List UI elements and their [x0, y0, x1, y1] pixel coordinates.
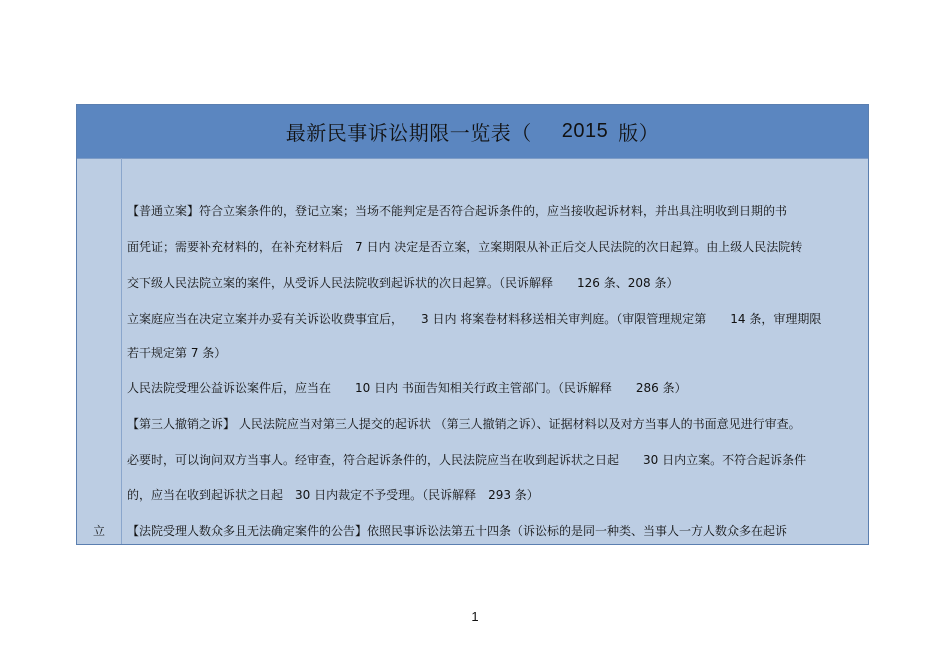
- table-title-year: 2015: [561, 120, 609, 142]
- content-line: 【法院受理人数众多且无法确定案件的公告】依照民事诉讼法第五十四条（诉讼标的是同一种类、当事人一方人数众多在起诉: [127, 524, 788, 538]
- content-line: 交下级人民法院立案的案件，从受诉人民法院收到起诉状的次日起算。（民诉解释 126 条、208 条）: [127, 276, 679, 290]
- table-title-row: [77, 105, 868, 159]
- content-line: 面凭证；需要补充材料的，在补充材料后 7 日内 决定是否立案，立案期限从补正后交人民法院的次日起算。由上级人民法院转: [127, 240, 803, 254]
- page-number: 1: [471, 609, 479, 624]
- content-line: 必要时，可以询问双方当事人。经审查，符合起诉条件的，人民法院应当在收到起诉状之日起 30 日内立案。不符合起诉条件: [127, 453, 807, 467]
- table-title-prefix: 最新民事诉讼期限一览表（: [285, 121, 532, 145]
- category-column: [77, 158, 122, 544]
- content-line: 的，应当在收到起诉状之日起 30 日内裁定不予受理。（民诉解释 293 条）: [127, 488, 539, 502]
- category-label: 立: [92, 524, 105, 538]
- content-line: 【第三人撤销之诉】 人民法院应当对第三人提交的起诉状 （第三人撤销之诉）、证据材料以及对方当事人的书面意见进行审查。: [127, 417, 801, 431]
- table-title-suffix: 版）: [618, 121, 660, 145]
- content-line: 若干规定第 7 条）: [127, 346, 227, 360]
- content-line: 【普通立案】符合立案条件的，登记立案；当场不能判定是否符合起诉条件的，应当接收起诉材料，并出具注明收到日期的书: [127, 204, 788, 218]
- limits-table: [76, 104, 869, 545]
- content-line: 人民法院受理公益诉讼案件后，应当在 10 日内 书面告知相关行政主管部门。（民诉解释 286 条）: [127, 381, 687, 395]
- content-line: 立案庭应当在决定立案并办妥有关诉讼收费事宜后， 3 日内 将案卷材料移送相关审判庭。（审限管理规定第 14 条，审理期限: [127, 312, 822, 326]
- table-content-cell: [127, 158, 864, 544]
